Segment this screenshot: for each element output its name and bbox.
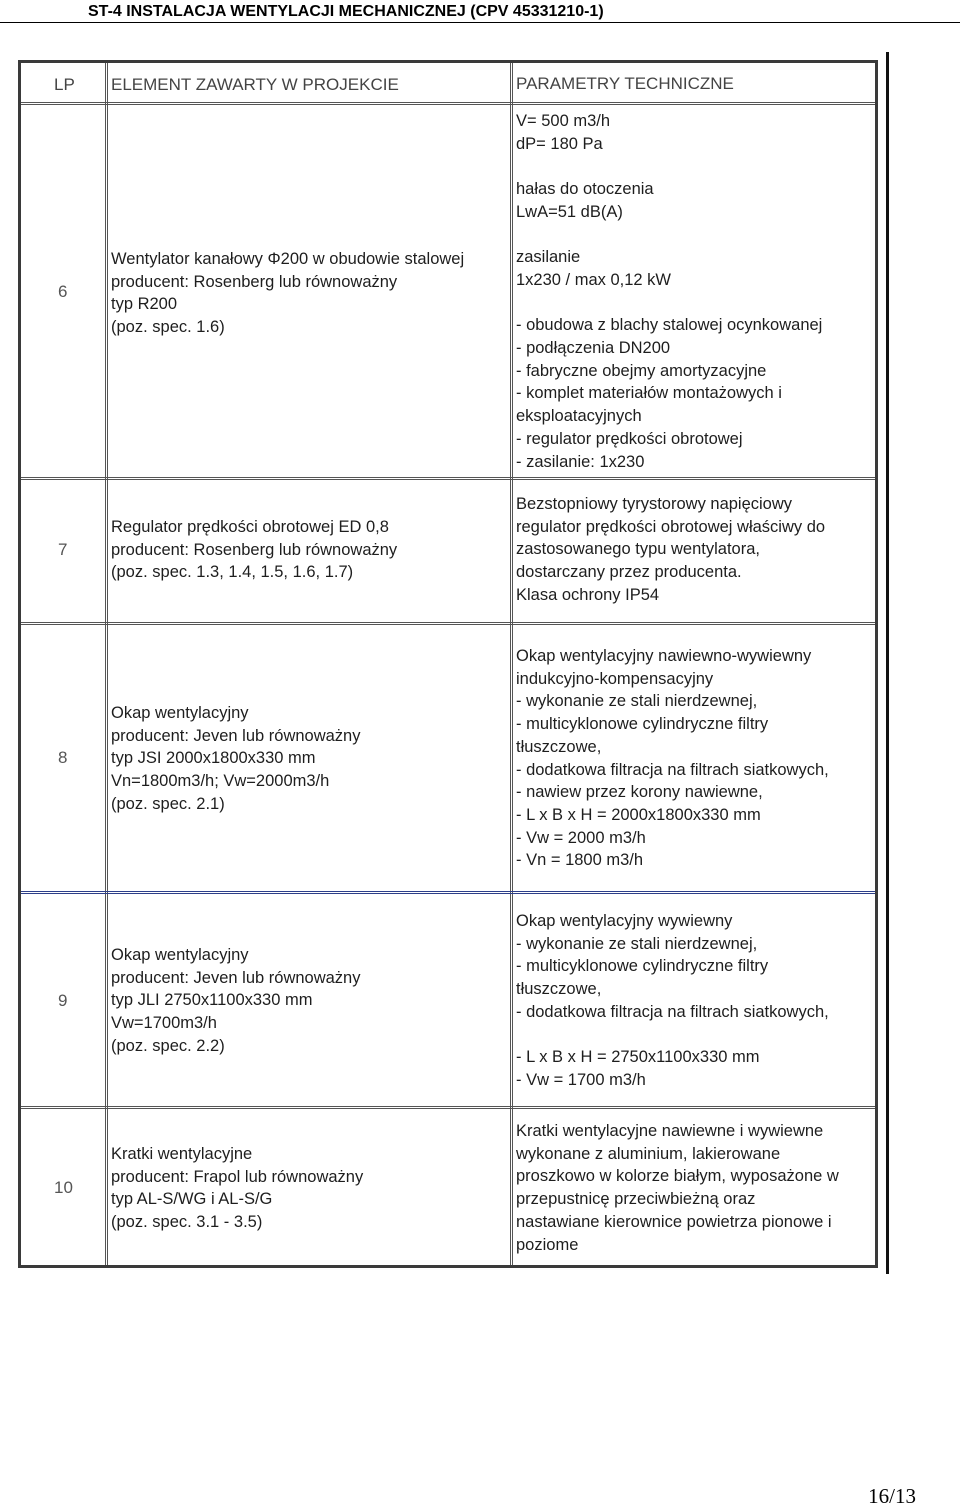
element-line: (poz. spec. 2.2) (111, 1036, 225, 1055)
param-line: - dodatkowa filtracja na filtrach siatkowych, (516, 1002, 829, 1021)
row-7-element (111, 516, 397, 584)
element-line: Kratki wentylacyjne (111, 1145, 253, 1163)
param-line: - dodatkowa filtracja na filtrach siatkowych, (516, 760, 829, 779)
row-divider-6-7 (21, 477, 875, 480)
page-right-border (886, 52, 889, 1274)
param-line: - Vn = 1800 m3/h (516, 851, 644, 870)
element-line: producent: Rosenberg lub równoważny (111, 272, 398, 291)
param-line: - L x B x H = 2750x1100x330 mm (516, 1048, 760, 1067)
row-8-params (516, 645, 829, 872)
param-line: eksploatacyjnych (516, 407, 642, 426)
column-header-params: PARAMETRY TECHNICZNE (516, 74, 734, 93)
param-line: poziome (516, 1235, 579, 1254)
param-line: - wykonanie ze stali nierdzewnej, (516, 934, 758, 953)
element-line: producent: Frapol lub równoważny (111, 1167, 364, 1186)
row-6-lp: 6 (58, 282, 68, 301)
param-line: 1x230 / max 0,12 kW (516, 270, 671, 289)
param-line: regulator prędkości obrotowej właściwy do (516, 517, 826, 536)
param-line: Bezstopniowy tyrystorowy napięciowy (516, 495, 793, 513)
param-line: Okap wentylacyjny wywiewny (516, 912, 733, 930)
header-row-divider (21, 102, 875, 105)
row-6-params (516, 110, 822, 473)
header-underline (0, 22, 960, 23)
element-line: producent: Jeven lub równoważny (111, 968, 361, 987)
param-line: dP= 180 Pa (516, 134, 603, 153)
specification-table (18, 60, 878, 1268)
param-line: - zasilanie: 1x230 (516, 452, 645, 471)
param-line: wykonane z aluminium, lakierowane (516, 1144, 781, 1163)
element-line: Vw=1700m3/h (111, 1014, 217, 1033)
element-line: (poz. spec. 1.3, 1.4, 1.5, 1.6, 1.7) (111, 563, 354, 582)
param-line: tłuszczowe, (516, 737, 602, 756)
param-line: Klasa ochrony IP54 (516, 585, 660, 604)
row-7-params (516, 493, 825, 607)
param-line: zastosowanego typu wentylatora, (516, 540, 760, 559)
document-header-title: ST-4 INSTALACJA WENTYLACJI MECHANICZNEJ (CPV 45331210-1) (88, 3, 604, 20)
element-line: Okap wentylacyjny (111, 946, 249, 964)
row-6-element (111, 248, 464, 339)
element-line: Wentylator kanałowy Φ200 w obudowie stalowej (111, 250, 465, 268)
column-header-element: ELEMENT ZAWARTY W PROJEKCIE (111, 75, 399, 94)
row-9-lp: 9 (58, 991, 68, 1010)
element-line: producent: Rosenberg lub równoważny (111, 540, 398, 559)
column-header-lp: LP (54, 75, 75, 94)
element-line: typ AL-S/WG i AL-S/G (111, 1190, 273, 1209)
param-line: dostarczany przez producenta. (516, 563, 742, 582)
param-line (516, 292, 822, 315)
element-line: (poz. spec. 1.6) (111, 318, 225, 337)
param-line: proszkowo w kolorze białym, wyposażone w (516, 1167, 839, 1186)
param-line: Kratki wentylacyjne nawiewne i wywiewne (516, 1122, 824, 1140)
param-line: V= 500 m3/h (516, 112, 611, 130)
param-line: - podłączenia DN200 (516, 338, 671, 357)
param-line: hałas do otoczenia (516, 180, 654, 199)
element-line: typ JLI 2750x1100x330 mm (111, 991, 313, 1010)
element-line: typ R200 (111, 295, 178, 314)
element-line: typ JSI 2000x1800x330 mm (111, 749, 316, 768)
element-line: (poz. spec. 2.1) (111, 794, 225, 813)
param-line: - fabryczne obejmy amortyzacyjne (516, 361, 767, 380)
param-line: nastawiane kierownice powietrza pionowe i (516, 1212, 832, 1231)
param-line: zasilanie (516, 248, 581, 267)
page-number: 16/13 (868, 1484, 916, 1508)
param-line: - multicyklonowe cylindryczne filtry (516, 715, 769, 734)
column-divider-lp (105, 63, 108, 1265)
param-line: - wykonanie ze stali nierdzewnej, (516, 692, 758, 711)
param-line: - regulator prędkości obrotowej (516, 429, 743, 448)
row-divider-8-9 (21, 891, 875, 894)
element-line: (poz. spec. 3.1 - 3.5) (111, 1213, 263, 1232)
row-8-element (111, 702, 360, 816)
param-line: - L x B x H = 2000x1800x330 mm (516, 805, 761, 824)
param-line (516, 155, 822, 178)
param-line: LwA=51 dB(A) (516, 202, 623, 221)
param-line: - Vw = 1700 m3/h (516, 1070, 646, 1089)
param-line (516, 1024, 829, 1047)
row-7-lp: 7 (58, 540, 68, 559)
param-line: - komplet materiałów montażowych i (516, 384, 782, 403)
row-divider-9-10 (21, 1106, 875, 1109)
row-10-lp: 10 (54, 1178, 73, 1197)
row-8-lp: 8 (58, 748, 68, 767)
param-line: - Vw = 2000 m3/h (516, 828, 646, 847)
element-line: Vn=1800m3/h; Vw=2000m3/h (111, 772, 330, 791)
row-10-params (516, 1120, 839, 1256)
param-line: - multicyklonowe cylindryczne filtry (516, 957, 769, 976)
row-divider-7-8 (21, 622, 875, 625)
param-line: - nawiew przez korony nawiewne, (516, 783, 763, 802)
element-line: Okap wentylacyjny (111, 704, 249, 722)
param-line: tłuszczowe, (516, 980, 602, 999)
row-9-element (111, 944, 360, 1058)
element-line: producent: Jeven lub równoważny (111, 726, 361, 745)
element-line: Regulator prędkości obrotowej ED 0,8 (111, 518, 389, 536)
row-10-element (111, 1143, 363, 1234)
param-line (516, 224, 822, 247)
param-line: Okap wentylacyjny nawiewno-wywiewny (516, 647, 812, 665)
param-line: indukcyjno-kompensacyjny (516, 669, 714, 688)
column-divider-element (510, 63, 513, 1265)
row-9-params (516, 910, 829, 1092)
param-line: przepustnicę przeciwbieżną oraz (516, 1190, 756, 1209)
param-line: - obudowa z blachy stalowej ocynkowanej (516, 316, 823, 335)
